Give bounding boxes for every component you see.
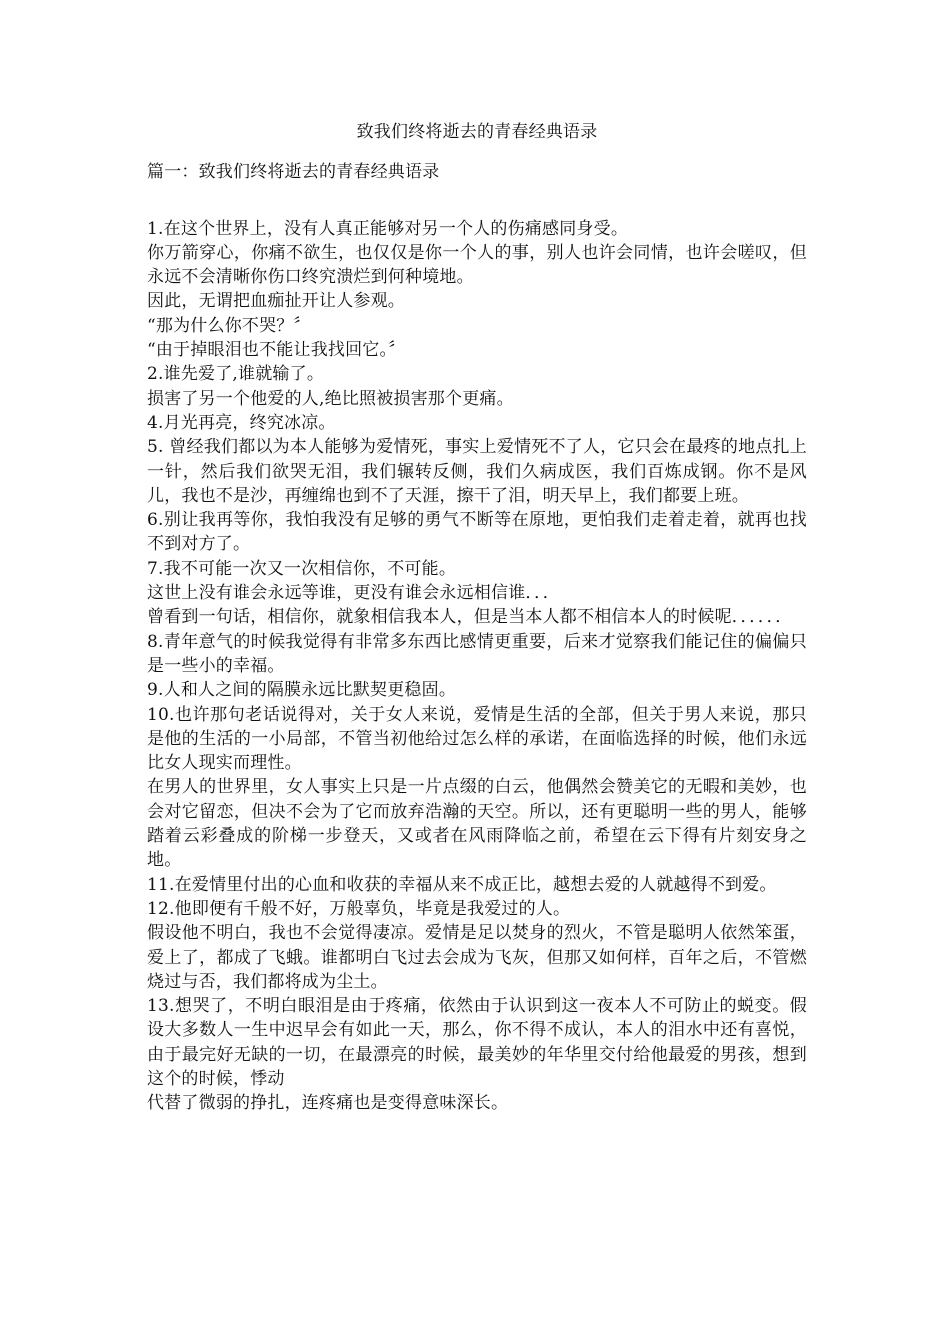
paragraph: 13.想哭了，不明白眼泪是由于疼痛，依然由于认识到这一夜本人不可防止的蜕变。假设大多数人一生中迟早会有如此一天，那么，你不得不成认，本人的泪水中还有喜悦，由于最完好无缺的一切，在最漂亮的时候，最美妙的年华里交付给他最爱的男孩，想到这个的时候，悸动 — [147, 996, 807, 1089]
paragraph: 代替了微弱的挣扎，连疼痛也是变得意味深长。 — [147, 1093, 509, 1114]
paragraph-list — [147, 217, 807, 1116]
paragraph: 曾看到一句话，相信你，就象相信我本人，但是当本人都不相信本人的时候呢．．．．．． — [147, 607, 793, 628]
document-title: 致我们终将逝去的青春经典语录 — [356, 122, 598, 142]
paragraph: 假设他不明白，我也不会觉得凄凉。爱情是足以焚身的烈火，不管是聪明人依然笨蛋，爱上了，都成了飞蛾。谁都明白飞过去会成为飞灰，但那又如何样，百年之后，不管燃烧过与否，我们都将成为尘土。 — [147, 923, 807, 992]
paragraph: 8.青年意气的时候我觉得有非常多东西比感情更重要，后来才觉察我们能记住的偏偏只是一些小的幸福。 — [147, 631, 807, 676]
section-title: 篇一：致我们终将逝去的青春经典语录 — [147, 162, 440, 183]
paragraph: 9.人和人之间的隔膜永远比默契更稳固。 — [147, 680, 457, 701]
paragraph: 2.谁先爱了,谁就输了。 — [147, 364, 325, 385]
paragraph: 4.月光再亮，终究冰凉。 — [147, 412, 336, 433]
paragraph: 10.也许那句老话说得对，关于女人来说，爱情是生活的全部，但关于男人来说，那只是他的生活的一小局部，不管当初他给过怎么样的承诺，在面临选择的时候，他们永远比女人现实而理性。 — [147, 704, 807, 774]
paragraph: 7.我不可能一次又一次相信你，不可能。 — [147, 558, 457, 579]
paragraph: 你万箭穿心，你痛不欲生，也仅仅是你一个人的事，别人也许会同情，也许会嗟叹，但永远不会清晰你伤口终究溃烂到何种境地。 — [147, 242, 807, 288]
paragraph: 6.别让我再等你，我怕我没有足够的勇气不断等在原地，更怕我们走着走着，就再也找不到对方了。 — [147, 510, 807, 555]
paragraph: 12.他即便有千般不好，万般辜负，毕竟是我爱过的人。 — [147, 898, 571, 919]
document-page — [147, 120, 807, 1116]
paragraph: 在男人的世界里，女人事实上只是一片点缀的白云，他偶然会赞美它的无暇和美妙，也会对它留恋，但决不会为了它而放弃浩瀚的天空。所以，还有更聪明一些的男人，能够踏着云彩叠成的阶梯一步登天，又或者在风雨降临之前，希望在云下得有片刻安身之地。 — [147, 777, 807, 871]
paragraph: “那为什么你不哭？〞 — [147, 315, 311, 336]
paragraph: 5. 曾经我们都以为本人能够为爱情死，事实上爱情死不了人，它只会在最疼的地点扎上一针，然后我们欲哭无泪，我们辗转反侧，我们久病成医，我们百炼成钢。你不是风儿，我也不是沙，再缠绵也到不了天涯，擦干了泪，明天早上，我们都要上班。 — [147, 437, 807, 506]
paragraph: 因此，无谓把血痂扯开让人参观。 — [147, 291, 405, 312]
paragraph: 1.在这个世界上，没有人真正能够对另一个人的伤痛感同身受。 — [147, 218, 629, 239]
paragraph: 损害了另一个他爱的人,绝比照被损害那个更痛。 — [147, 388, 514, 409]
paragraph: 11.在爱情里付出的心血和收获的幸福从来不成正比，越想去爱的人就越得不到爱。 — [147, 874, 777, 895]
paragraph: “由于掉眼泪也不能让我找回它。〞 — [147, 340, 406, 361]
paragraph: 这世上没有谁会永远等谁，更没有谁会永远相信谁．．． — [147, 583, 560, 604]
